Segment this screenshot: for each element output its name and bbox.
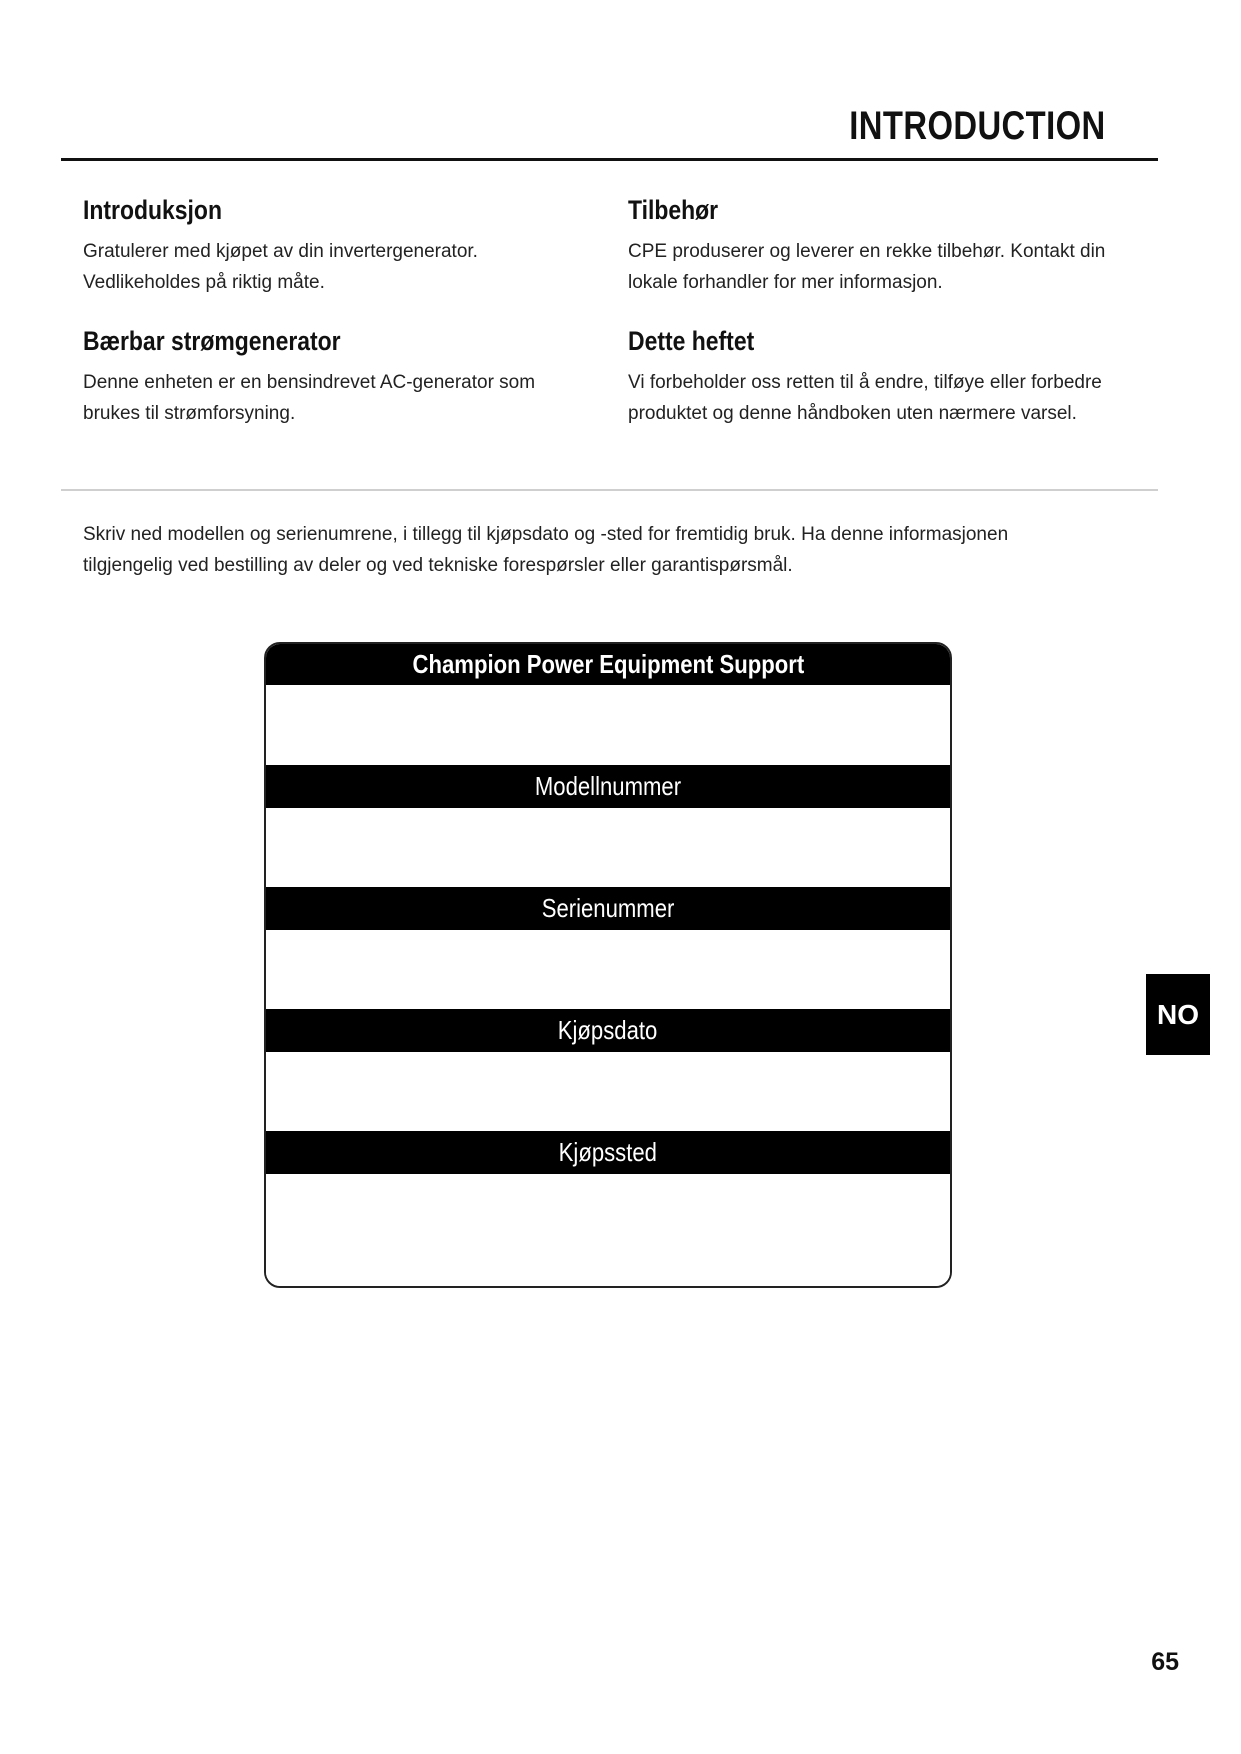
booklet-line-2: produktet og denne håndboken uten nærmere varsel. xyxy=(628,403,1077,424)
purchase-date-label-text: Kjøpsdato xyxy=(558,1015,658,1045)
language-tab-no[interactable]: NO xyxy=(1146,974,1210,1055)
section-text-introduction xyxy=(83,236,583,298)
section-introduction xyxy=(83,195,583,298)
serial-number-label xyxy=(266,887,950,930)
record-info-note xyxy=(83,519,1143,581)
accessories-line-1: CPE produserer og leverer en rekke tilbehør. Kontakt din xyxy=(628,241,1106,262)
section-portable-generator xyxy=(83,326,583,429)
purchase-place-label-text: Kjøpssted xyxy=(558,1137,658,1167)
support-box-title-text: Champion Power Equipment Support xyxy=(412,649,804,679)
serial-number-label-text: Serienummer xyxy=(541,893,675,923)
intro-line-1: Gratulerer med kjøpet av din invertergenerator. xyxy=(83,241,478,262)
section-text-booklet xyxy=(628,367,1168,429)
section-title-booklet: Dette heftet xyxy=(628,326,755,356)
section-text-generator xyxy=(83,367,583,429)
note-line-2: tilgjengelig ved bestilling av deler og ved tekniske forespørsler eller garantispørsmål. xyxy=(83,555,793,576)
generator-line-1: Denne enheten er en bensindrevet AC-generator som xyxy=(83,372,536,393)
purchase-place-field[interactable] xyxy=(266,1174,950,1286)
section-divider xyxy=(61,489,1158,491)
note-line-1: Skriv ned modellen og serienumrene, i tillegg til kjøpsdato og -sted for fremtidig bruk. Ha denne informasjonen xyxy=(83,524,1009,545)
section-title-generator: Bærbar strømgenerator xyxy=(83,326,341,356)
model-number-label xyxy=(266,765,950,808)
section-accessories xyxy=(628,195,1168,298)
generator-line-2: brukes til strømforsyning. xyxy=(83,403,296,424)
booklet-line-1: Vi forbeholder oss retten til å endre, tilføye eller forbedre xyxy=(628,372,1102,393)
header-divider xyxy=(61,158,1158,161)
purchase-place-label xyxy=(266,1131,950,1174)
accessories-line-2: lokale forhandler for mer informasjon. xyxy=(628,272,943,293)
model-number-label-text: Modellnummer xyxy=(534,771,682,801)
section-this-booklet xyxy=(628,326,1168,429)
section-text-accessories xyxy=(628,236,1168,298)
purchase-date-label xyxy=(266,1009,950,1052)
intro-line-2: Vedlikeholdes på riktig måte. xyxy=(83,272,325,293)
support-info-form xyxy=(264,642,952,1288)
page-header-title: INTRODUCTION xyxy=(849,104,1106,148)
support-box-title xyxy=(266,644,950,685)
section-title-accessories: Tilbehør xyxy=(628,195,719,225)
serial-number-field[interactable] xyxy=(266,930,950,1009)
purchase-date-field[interactable] xyxy=(266,1052,950,1131)
support-info-field[interactable] xyxy=(266,685,950,765)
section-title-introduction: Introduksjon xyxy=(83,195,222,225)
page-number: 65 xyxy=(1151,1648,1179,1676)
model-number-field[interactable] xyxy=(266,808,950,887)
